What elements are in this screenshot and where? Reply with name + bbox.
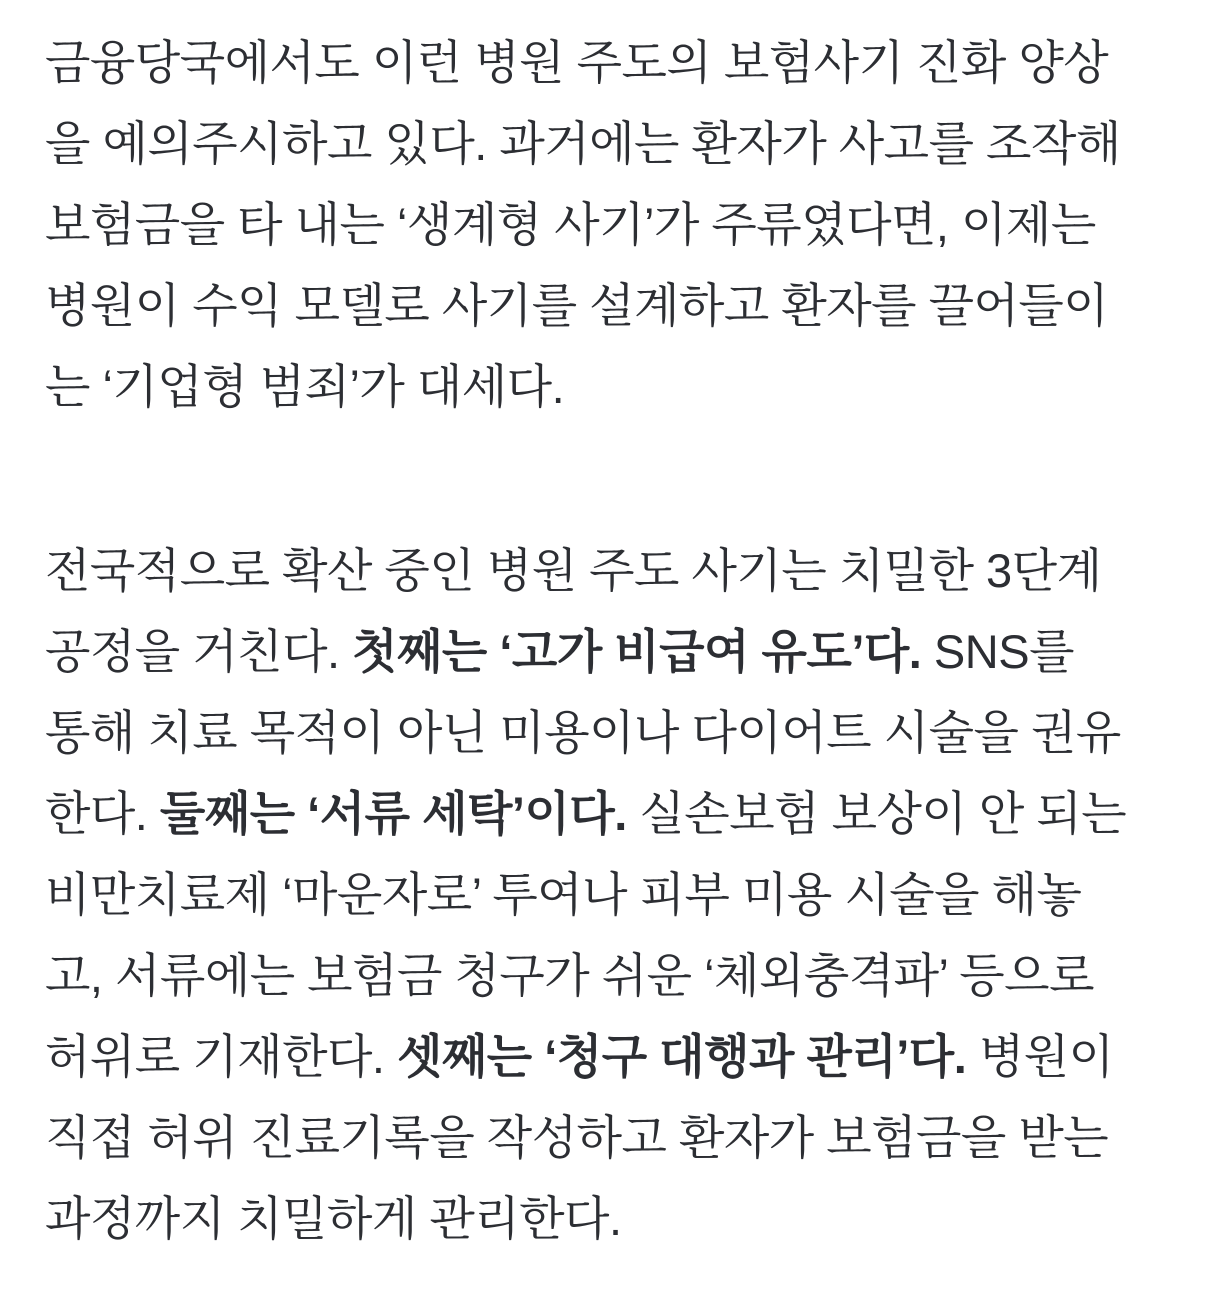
text-line [45,773,1166,854]
text-segment: 전국적으로 확산 중인 병원 주도 사기는 치밀한 3단계 [45,544,1102,597]
text-line [45,103,1166,184]
text-segment: 을 예의주시하고 있다. 과거에는 환자가 사고를 조작해 [45,117,1121,170]
bold-text-segment: 첫째는 ‘고가 비급여 유도’다. [352,625,922,678]
text-line [45,530,1166,611]
text-line [45,935,1166,1016]
text-line [45,1097,1166,1178]
text-line [45,611,1166,692]
text-segment: SNS를 [921,625,1074,678]
text-segment: 병원이 [966,1030,1114,1083]
text-line [45,184,1166,265]
text-segment: 고, 서류에는 보험금 청구가 쉬운 ‘체외충격파’ 등으로 [45,949,1094,1002]
text-segment: 실손보험 보상이 안 되는 [626,787,1127,840]
text-segment: 비만치료제 ‘마운자로’ 투여나 피부 미용 시술을 해놓 [45,868,1082,921]
text-segment: 직접 허위 진료기록을 작성하고 환자가 보험금을 받는 [45,1111,1109,1164]
text-line [45,692,1166,773]
paragraph [45,530,1166,1259]
text-segment: 한다. [45,787,160,840]
text-line [45,1016,1166,1097]
text-segment: 는 ‘기업형 범죄’가 대세다. [45,360,565,413]
bold-text-segment: 셋째는 ‘청구 대행과 관리’다. [397,1030,967,1083]
text-line [45,265,1166,346]
paragraph [45,22,1166,427]
bold-text-segment: 둘째는 ‘서류 세탁’이다. [159,787,627,840]
text-segment: 공정을 거친다. [45,625,353,678]
text-segment: 병원이 수익 모델로 사기를 설계하고 환자를 끌어들이 [45,279,1109,332]
text-line [45,22,1166,103]
text-segment: 통해 치료 목적이 아닌 미용이나 다이어트 시술을 권유 [45,706,1121,759]
text-line [45,1178,1166,1259]
text-segment: 금융당국에서도 이런 병원 주도의 보험사기 진화 양상 [45,36,1109,89]
text-segment: 허위로 기재한다. [45,1030,397,1083]
text-segment: 보험금을 타 내는 ‘생계형 사기’가 주류였다면, 이제는 [45,198,1096,251]
text-line [45,346,1166,427]
text-line [45,854,1166,935]
text-segment: 과정까지 치밀하게 관리한다. [45,1192,622,1245]
